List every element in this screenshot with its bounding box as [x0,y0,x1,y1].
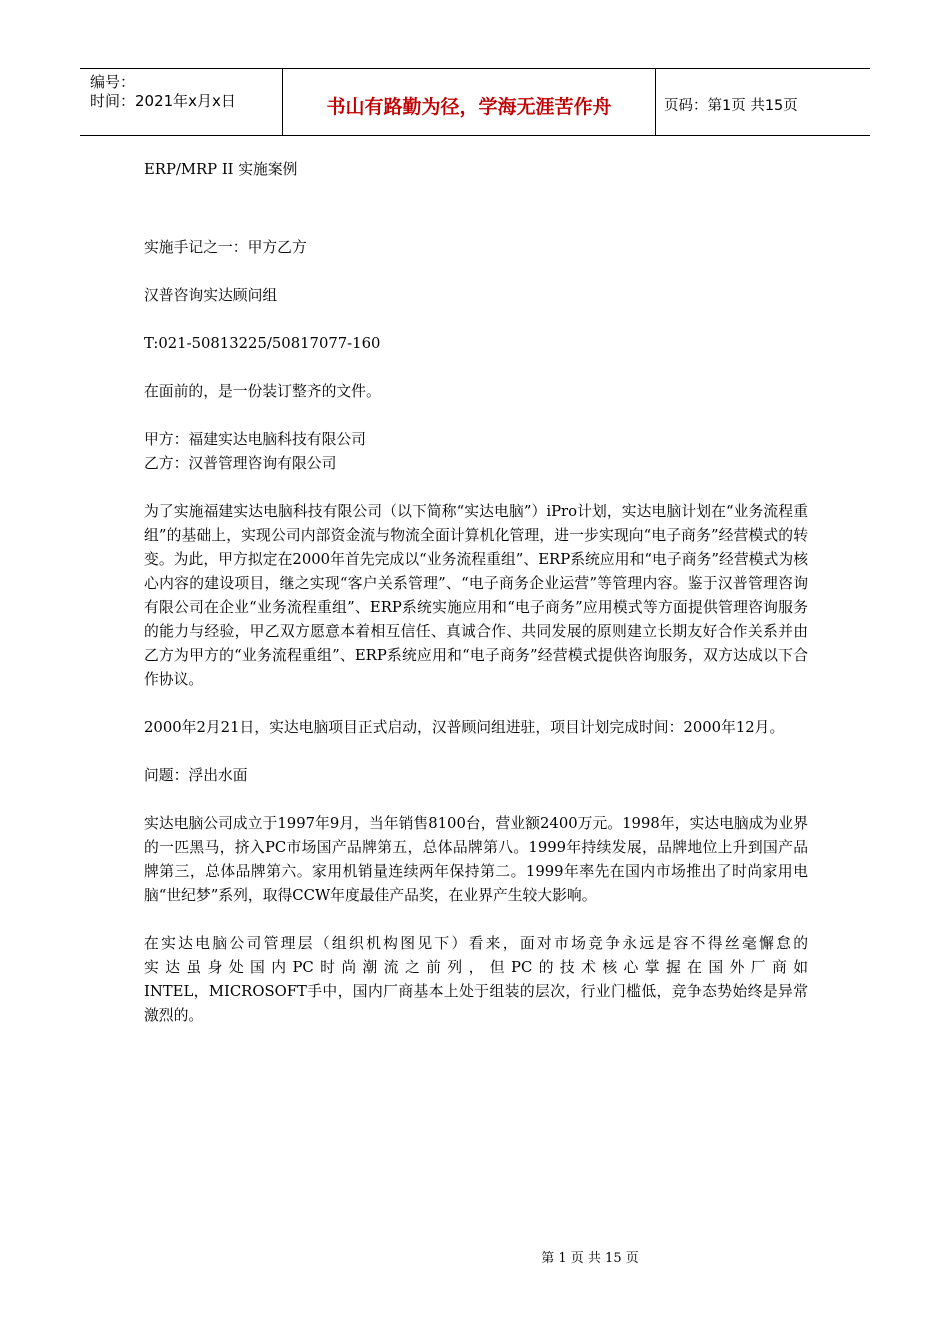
competition-line: 在实达电脑公司管理层（组织机构图见下）看来，面对市场竞争永远是容不得丝毫懈怠的 [144,935,808,952]
document-body [144,158,808,1028]
project-start-paragraph: 2000年2月21日，实达电脑项目正式启动，汉普顾问组进驻，项目计划完成时间：2000年12月。 [144,719,785,736]
header-table [80,68,870,136]
intro-paragraph: 在面前的，是一份装订整齐的文件。 [144,383,381,400]
spacer [144,206,808,236]
document-title: ERP/MRP II 实施案例 [144,161,298,178]
competition-line: INTEL，MICROSOFT手中，国内厂商基本上处于组装的层次，行业门槛低，竞争态势始终是异常激烈的。 [144,983,808,1024]
competition-line: 实达虽身处国内PC时尚潮流之前列，但PC的技术核心掌握在国外厂商如 [144,959,808,976]
organization-name: 汉普咨询实达顾问组 [144,287,278,304]
document-time-label: 时间：2021年x月x日 [90,92,236,110]
phone-number: T:021-50813225/50817077-160 [144,335,381,352]
header-page-cell [656,69,870,135]
party-b: 乙方：汉普管理咨询有限公司 [144,455,337,472]
footer-page-number: 第 1 页 共 15 页 [541,1251,639,1266]
page-footer [0,1247,950,1266]
party-a: 甲方：福建实达电脑科技有限公司 [144,431,366,448]
header-meta-cell [80,69,282,135]
document-number-label: 编号： [90,73,136,91]
document-subtitle: 实施手记之一：甲方乙方 [144,239,307,256]
company-history-paragraph: 实达电脑公司成立于1997年9月，当年销售8100台，营业额2400万元。1998年，实达电脑成为业界的一匹黑马，挤入PC市场国产品牌第五，总体品牌第八。1999年持续发展，品牌地位上升到国产品牌第三，总体品牌第六。家用机销量连续两年保持第二。1999年率先在国内市场推出了时尚家用电脑“世纪梦”系列，取得CCW年度最佳产品奖，在业界产生较大影响。 [144,815,808,904]
header-page-info: 页码：第1页 共15页 [664,97,798,114]
section-heading: 问题：浮出水面 [144,767,248,784]
agreement-paragraph: 为了实施福建实达电脑科技有限公司（以下简称“实达电脑”）iPro计划，实达电脑计划在“业务流程重组”的基础上，实现公司内部资金流与物流全面计算机化管理，进一步实现向“电子商务”经营模式的转变。为此，甲方拟定在2000年首先完成以“业务流程重组”、ERP系统应用和“电子商务”经营模式为核心内容的建设项目，继之实现“客户关系管理”、“电子商务企业运营”等管理内容。鉴于汉普管理咨询有限公司在企业“业务流程重组”、ERP系统实施应用和“电子商务”应用模式等方面提供管理咨询服务的能力与经验，甲乙双方愿意本着相互信任、真诚合作、共同发展的原则建立长期友好合作关系并由乙方为甲方的“业务流程重组”、ERP系统应用和“电子商务”经营模式提供咨询服务，双方达成以下合作协议。 [144,503,808,688]
header-motto: 书山有路勤为径，学海无涯苦作舟 [326,95,612,118]
competition-paragraph [144,932,808,1028]
header-motto-cell [282,69,656,135]
